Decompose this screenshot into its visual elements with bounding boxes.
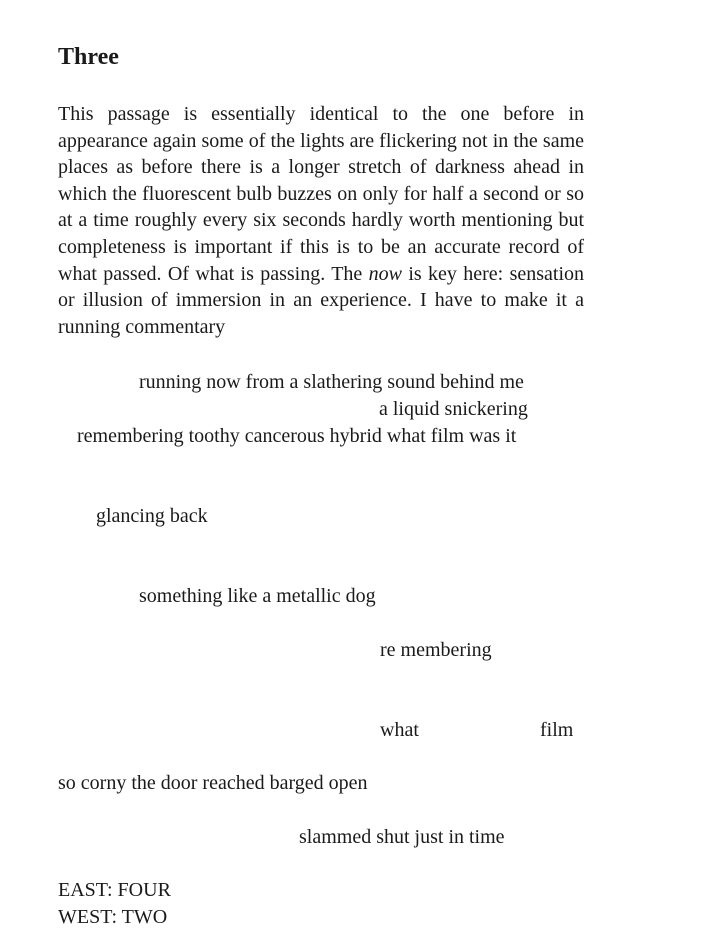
east-count: EAST: FOUR: [58, 879, 171, 901]
poem-line-5: something like a metallic dog: [139, 585, 376, 607]
poem-line-1: running now from a slathering sound behind me: [139, 371, 524, 393]
prose-text-start: This passage is essentially identical to the one before in appearance again some of the lights are flickering not in the same places as before there is a longer stretch of darkness ahead in which the fluorescent bulb buzzes on only for half a second or so at a time roughly every six seconds hardly worth mentioning but completeness is important if this is to be an accurate record of what passed. Of what is passing. The: [58, 103, 584, 285]
poem-line-8: so corny the door reached barged open: [58, 772, 368, 794]
poem-line-4: glancing back: [96, 505, 208, 527]
prose-italic-word: now: [368, 262, 402, 285]
poem-line-3: remembering toothy cancerous hybrid what film was it: [77, 425, 517, 447]
prose-text-end: is key here: sensation or illusion of immersion in an experience. I have to make it a running commentary: [58, 262, 584, 338]
poem-line-6: re membering: [380, 639, 492, 661]
direction-tally: [58, 877, 171, 931]
poem-line-7-word-film: film: [540, 719, 574, 741]
west-count: WEST: TWO: [58, 906, 168, 928]
section-heading: Three: [58, 44, 119, 70]
poem-line-7-word-what: what: [380, 719, 419, 741]
prose-paragraph: [58, 101, 584, 340]
poem-line-2: a liquid snickering: [379, 398, 528, 420]
poem-line-9: slammed shut just in time: [299, 826, 505, 848]
